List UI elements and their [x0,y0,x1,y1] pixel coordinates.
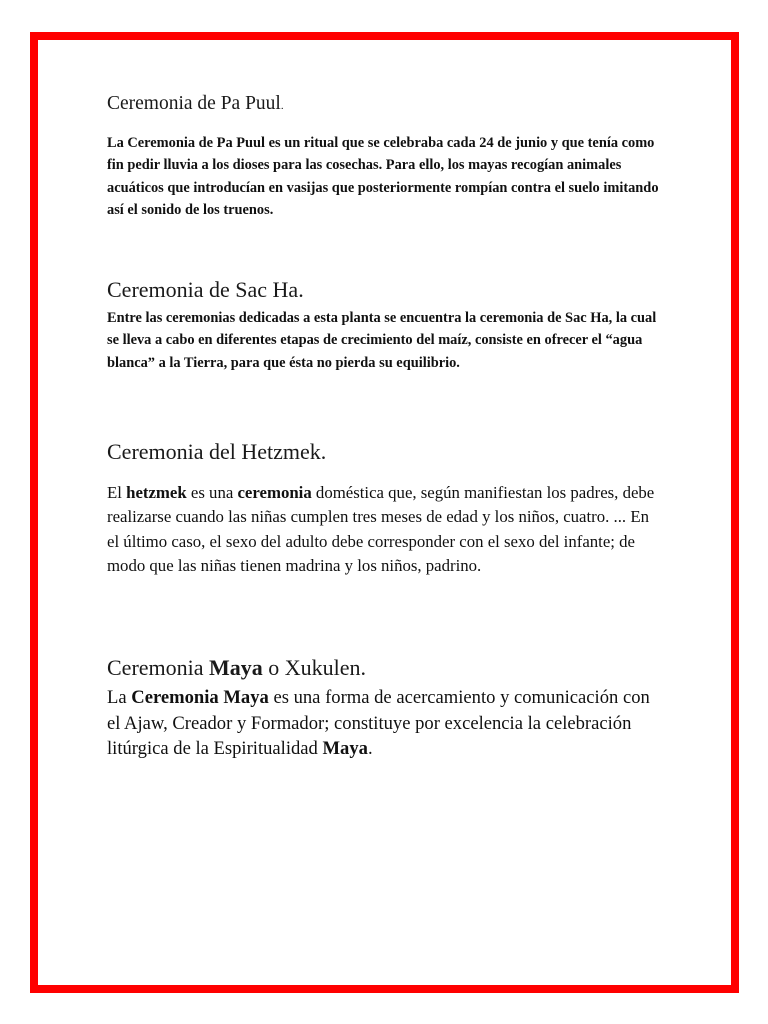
body-text: es una forma de acercamiento y comunicación con el Ajaw, Creador y Formador; constituye por excelencia la celebración litúrgica de la Espiritualidad [107,687,650,759]
keyword-ceremonia: ceremonia [237,483,312,502]
section-title: Ceremonia de Sac Ha. [107,277,304,302]
section-sac-ha [107,276,659,374]
section-title-period: . [280,100,284,112]
body-text: . [367,738,373,759]
section-body [107,481,659,578]
section-body: La Ceremonia de Pa Puul es un ritual que se celebraba cada 24 de junio y que tenía como fin pedir lluvia a los dioses para las cosechas. Para ello, los mayas recogían animales acuáticos que introducían en vasijas que posteriormente rompían contra el suelo imitando así el sonido de los truenos. [107,135,659,218]
keyword-ceremonia-maya: Ceremonia Maya [131,687,269,708]
section-pa-puul [107,92,659,221]
title-text: Ceremonia [107,655,210,680]
section-ceremonia-maya [107,654,659,762]
keyword-hetzmek: hetzmek [126,483,187,502]
body-text: es una [186,483,238,502]
keyword-maya: Maya [322,738,368,759]
section-body: Entre las ceremonias dedicadas a esta planta se encuentra la ceremonia de Sac Ha, la cual se lleva a cabo en diferentes etapas de crecimiento del maíz, consiste en ofrecer el “agua blanca” a la Tierra, para que ésta no pierda su equilibrio. [107,310,657,371]
body-text: El [107,483,127,502]
section-title: Ceremonia del Hetzmek. [107,439,327,464]
section-title [107,654,659,682]
section-title [107,92,659,118]
body-text: La [107,687,132,708]
body-text: doméstica que, según manifiestan los padres, debe realizarse cuando las niñas cumplen tres meses de edad y los niños, cuatro. ... En el último caso, el sexo del adulto debe corresponder con el sexo del infante; de modo que las niñas tienen madrina y los niños, padrino. [107,483,655,575]
title-text: o Xukulen. [262,655,367,680]
section-body [107,685,659,762]
section-title-text: Ceremonia de Pa Puul [107,93,281,114]
section-hetzmek [107,438,659,578]
title-keyword-maya: Maya [209,655,263,680]
